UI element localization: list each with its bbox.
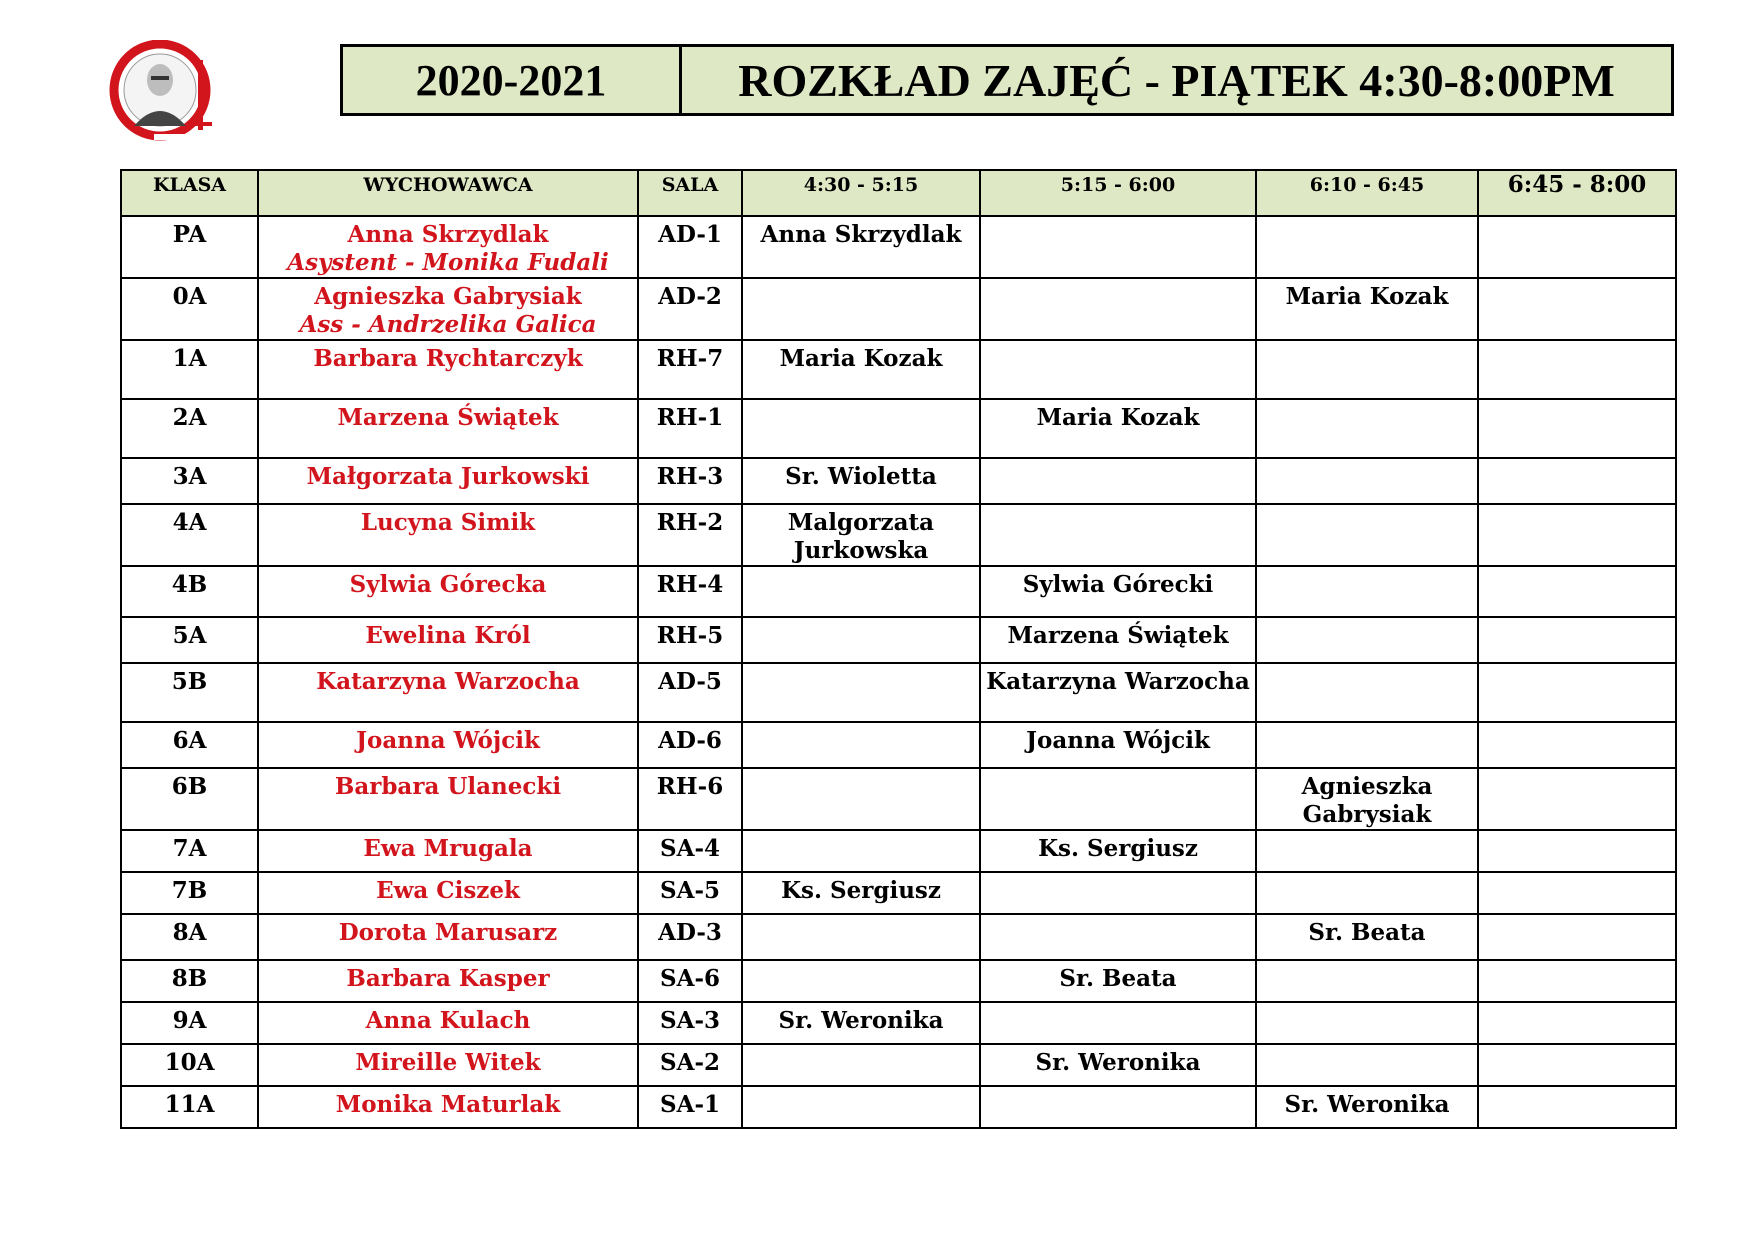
slot-4-cell <box>1478 872 1676 914</box>
table-row <box>121 504 1676 566</box>
teacher-cell <box>258 872 638 914</box>
room-cell: SA-2 <box>638 1044 742 1086</box>
slot-2-cell <box>980 768 1256 830</box>
slot-3-cell <box>1256 872 1478 914</box>
slot-2-cell <box>980 340 1256 399</box>
class-cell: PA <box>121 216 258 278</box>
teacher-name: Małgorzata Jurkowski <box>306 463 590 490</box>
table-row <box>121 960 1676 1002</box>
room-cell: RH-3 <box>638 458 742 504</box>
slot-2-cell <box>980 216 1256 278</box>
slot-1-cell <box>742 960 980 1002</box>
slot-1-cell <box>742 1086 980 1128</box>
slot-2-cell: Sr. Weronika <box>980 1044 1256 1086</box>
teacher-cell <box>258 1002 638 1044</box>
teacher-name: Marzena Świątek <box>337 404 559 431</box>
room-cell: AD-2 <box>638 278 742 340</box>
slot-2-cell: Joanna Wójcik <box>980 722 1256 768</box>
room-cell: SA-6 <box>638 960 742 1002</box>
assistant-name: Ass - Andrzelika Galica <box>299 311 597 338</box>
table-row <box>121 914 1676 960</box>
class-cell: 5A <box>121 617 258 663</box>
class-cell: 7B <box>121 872 258 914</box>
col-header-slot-3: 6:10 - 6:45 <box>1256 170 1478 216</box>
teacher-name: Mireille Witek <box>355 1049 541 1076</box>
class-cell: 11A <box>121 1086 258 1128</box>
class-cell: 2A <box>121 399 258 458</box>
teacher-cell <box>258 504 638 566</box>
slot-2-cell <box>980 914 1256 960</box>
slot-4-cell <box>1478 216 1676 278</box>
slot-1-cell: Malgorzata Jurkowska <box>742 504 980 566</box>
slot-4-cell <box>1478 1044 1676 1086</box>
table-row <box>121 399 1676 458</box>
slot-4-cell <box>1478 617 1676 663</box>
slot-3-cell <box>1256 504 1478 566</box>
slot-3-cell <box>1256 458 1478 504</box>
teacher-cell <box>258 278 638 340</box>
assistant-name: Asystent - Monika Fudali <box>287 249 609 276</box>
teacher-cell <box>258 1086 638 1128</box>
teacher-name: Dorota Marusarz <box>338 919 558 946</box>
teacher-name: Ewa Ciszek <box>376 877 520 904</box>
slot-1-cell: Ks. Sergiusz <box>742 872 980 914</box>
slot-2-cell: Sr. Beata <box>980 960 1256 1002</box>
room-cell: SA-5 <box>638 872 742 914</box>
slot-1-cell <box>742 617 980 663</box>
room-cell: RH-1 <box>638 399 742 458</box>
slot-1-cell: Anna Skrzydlak <box>742 216 980 278</box>
teacher-name: Barbara Ulanecki <box>334 773 562 800</box>
class-cell: 10A <box>121 1044 258 1086</box>
class-cell: 9A <box>121 1002 258 1044</box>
class-cell: 1A <box>121 340 258 399</box>
slot-4-cell <box>1478 504 1676 566</box>
table-row <box>121 722 1676 768</box>
slot-4-cell <box>1478 663 1676 722</box>
slot-3-cell <box>1256 399 1478 458</box>
slot-1-cell <box>742 399 980 458</box>
slot-3-cell <box>1256 216 1478 278</box>
slot-4-cell <box>1478 722 1676 768</box>
table-row <box>121 216 1676 278</box>
slot-3-cell <box>1256 340 1478 399</box>
slot-3-cell <box>1256 960 1478 1002</box>
slot-1-cell: Sr. Wioletta <box>742 458 980 504</box>
room-cell: AD-3 <box>638 914 742 960</box>
teacher-name: Ewa Mrugala <box>363 835 533 862</box>
teacher-cell <box>258 617 638 663</box>
teacher-name: Sylwia Górecka <box>349 571 547 598</box>
teacher-cell <box>258 663 638 722</box>
slot-3-cell <box>1256 830 1478 872</box>
class-cell: 8A <box>121 914 258 960</box>
class-cell: 8B <box>121 960 258 1002</box>
teacher-name: Monika Maturlak <box>335 1091 561 1118</box>
school-crest-icon <box>94 40 234 152</box>
page-title: ROZKŁAD ZAJĘĆ - PIĄTEK 4:30-8:00PM <box>738 54 1615 106</box>
slot-2-cell: Katarzyna Warzocha <box>980 663 1256 722</box>
table-row <box>121 830 1676 872</box>
teacher-name: Agnieszka Gabrysiak <box>314 283 582 310</box>
slot-2-cell: Ks. Sergiusz <box>980 830 1256 872</box>
slot-3-cell <box>1256 1002 1478 1044</box>
table-row <box>121 663 1676 722</box>
slot-1-cell <box>742 722 980 768</box>
teacher-name: Ewelina Król <box>365 622 531 649</box>
header-row <box>121 170 1676 216</box>
teacher-name: Barbara Rychtarczyk <box>313 345 583 372</box>
schedule-table <box>120 169 1677 1129</box>
room-cell: RH-7 <box>638 340 742 399</box>
slot-1-cell <box>742 768 980 830</box>
teacher-cell <box>258 1044 638 1086</box>
col-header-slot-1: 4:30 - 5:15 <box>742 170 980 216</box>
room-cell: RH-2 <box>638 504 742 566</box>
class-cell: 3A <box>121 458 258 504</box>
slot-2-cell <box>980 278 1256 340</box>
slot-3-cell <box>1256 663 1478 722</box>
slot-1-cell: Sr. Weronika <box>742 1002 980 1044</box>
slot-3-cell <box>1256 617 1478 663</box>
class-cell: 4A <box>121 504 258 566</box>
teacher-cell <box>258 458 638 504</box>
room-cell: SA-1 <box>638 1086 742 1128</box>
slot-1-cell <box>742 278 980 340</box>
class-cell: 5B <box>121 663 258 722</box>
col-header-wychowawca: WYCHOWAWCA <box>258 170 638 216</box>
slot-4-cell <box>1478 768 1676 830</box>
room-cell: SA-4 <box>638 830 742 872</box>
slot-3-cell <box>1256 722 1478 768</box>
teacher-cell <box>258 960 638 1002</box>
table-row <box>121 566 1676 617</box>
slot-2-cell: Sylwia Górecki <box>980 566 1256 617</box>
slot-2-cell <box>980 1002 1256 1044</box>
teacher-cell <box>258 340 638 399</box>
teacher-name: Barbara Kasper <box>346 965 550 992</box>
slot-3-cell: Agnieszka Gabrysiak <box>1256 768 1478 830</box>
col-header-klasa: KLASA <box>121 170 258 216</box>
col-header-slot-2: 5:15 - 6:00 <box>980 170 1256 216</box>
slot-4-cell <box>1478 960 1676 1002</box>
slot-1-cell <box>742 566 980 617</box>
slot-4-cell <box>1478 1086 1676 1128</box>
table-row <box>121 1086 1676 1128</box>
table-row <box>121 458 1676 504</box>
teacher-cell <box>258 722 638 768</box>
room-cell: AD-6 <box>638 722 742 768</box>
room-cell: RH-6 <box>638 768 742 830</box>
table-row <box>121 1044 1676 1086</box>
teacher-cell <box>258 399 638 458</box>
class-cell: 4B <box>121 566 258 617</box>
slot-2-cell: Marzena Świątek <box>980 617 1256 663</box>
teacher-name: Katarzyna Warzocha <box>316 668 580 695</box>
slot-1-cell <box>742 830 980 872</box>
slot-1-cell <box>742 663 980 722</box>
class-cell: 6B <box>121 768 258 830</box>
teacher-name: Joanna Wójcik <box>356 727 540 754</box>
title-banner <box>340 44 1674 116</box>
teacher-name: Lucyna Simik <box>360 509 536 536</box>
class-cell: 0A <box>121 278 258 340</box>
class-cell: 7A <box>121 830 258 872</box>
table-row <box>121 872 1676 914</box>
slot-1-cell <box>742 914 980 960</box>
teacher-cell <box>258 914 638 960</box>
slot-4-cell <box>1478 1002 1676 1044</box>
slot-2-cell <box>980 1086 1256 1128</box>
col-header-sala: SALA <box>638 170 742 216</box>
table-row <box>121 768 1676 830</box>
slot-4-cell <box>1478 830 1676 872</box>
teacher-cell <box>258 566 638 617</box>
room-cell: RH-4 <box>638 566 742 617</box>
table-row <box>121 1002 1676 1044</box>
slot-3-cell <box>1256 566 1478 617</box>
slot-4-cell <box>1478 340 1676 399</box>
teacher-name: Anna Skrzydlak <box>347 221 549 248</box>
teacher-cell <box>258 216 638 278</box>
teacher-cell <box>258 768 638 830</box>
room-cell: SA-3 <box>638 1002 742 1044</box>
col-header-slot-4: 6:45 - 8:00 <box>1478 170 1676 216</box>
table-row <box>121 340 1676 399</box>
class-cell: 6A <box>121 722 258 768</box>
slot-3-cell: Maria Kozak <box>1256 278 1478 340</box>
teacher-cell <box>258 830 638 872</box>
slot-3-cell: Sr. Beata <box>1256 914 1478 960</box>
room-cell: AD-5 <box>638 663 742 722</box>
slot-4-cell <box>1478 278 1676 340</box>
slot-4-cell <box>1478 458 1676 504</box>
slot-2-cell <box>980 872 1256 914</box>
slot-3-cell <box>1256 1044 1478 1086</box>
slot-4-cell <box>1478 914 1676 960</box>
room-cell: AD-1 <box>638 216 742 278</box>
slot-2-cell: Maria Kozak <box>980 399 1256 458</box>
room-cell: RH-5 <box>638 617 742 663</box>
slot-2-cell <box>980 504 1256 566</box>
slot-1-cell <box>742 1044 980 1086</box>
teacher-name: Anna Kulach <box>365 1007 531 1034</box>
slot-2-cell <box>980 458 1256 504</box>
slot-1-cell: Maria Kozak <box>742 340 980 399</box>
school-year: 2020-2021 <box>343 47 682 113</box>
table-row <box>121 617 1676 663</box>
slot-4-cell <box>1478 399 1676 458</box>
slot-3-cell: Sr. Weronika <box>1256 1086 1478 1128</box>
table-row <box>121 278 1676 340</box>
slot-4-cell <box>1478 566 1676 617</box>
